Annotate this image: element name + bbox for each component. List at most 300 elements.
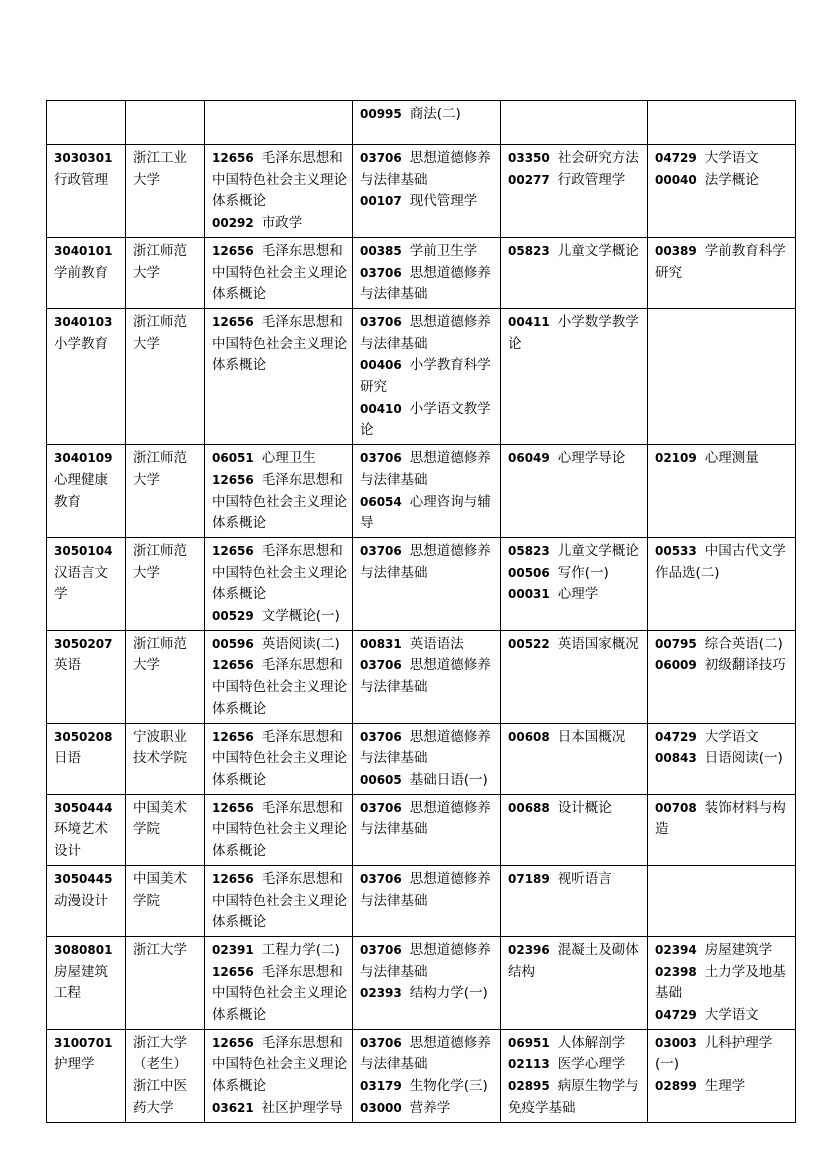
course-name: 日语阅读(一) bbox=[704, 750, 783, 767]
course-item bbox=[212, 312, 348, 377]
course-name: 日本国概况 bbox=[557, 728, 626, 745]
course-name: 学前教育科学研究 bbox=[655, 242, 786, 281]
course-item bbox=[360, 399, 496, 442]
course-cell bbox=[648, 1029, 796, 1122]
course-item bbox=[508, 1076, 643, 1119]
course-cell bbox=[353, 537, 501, 630]
course-code: 00843 bbox=[655, 751, 697, 766]
course-cell bbox=[205, 537, 353, 630]
course-item bbox=[360, 355, 496, 398]
course-cell bbox=[501, 936, 648, 1029]
major-cell bbox=[47, 537, 126, 630]
major-name: 英语 bbox=[54, 657, 81, 674]
course-code: 02109 bbox=[655, 451, 697, 466]
course-cell bbox=[353, 723, 501, 794]
course-cell bbox=[205, 237, 353, 308]
course-cell bbox=[353, 308, 501, 444]
course-code: 12656 bbox=[212, 964, 254, 979]
course-cell bbox=[501, 145, 648, 238]
major-name: 行政管理 bbox=[54, 171, 108, 188]
course-item bbox=[360, 241, 496, 263]
course-name: 社会研究方法 bbox=[557, 150, 639, 166]
major-cell bbox=[47, 723, 126, 794]
course-code: 03706 bbox=[360, 942, 402, 957]
school-cell bbox=[126, 237, 205, 308]
course-code: 04729 bbox=[655, 729, 697, 744]
course-code: 02393 bbox=[360, 986, 402, 1001]
course-name: 生理学 bbox=[704, 1078, 746, 1095]
course-name: 生物化学(三) bbox=[409, 1078, 488, 1095]
course-cell bbox=[501, 445, 648, 538]
course-name: 病原生物学与免疫学基础 bbox=[508, 1078, 639, 1116]
course-name: 基础日语(一) bbox=[409, 771, 488, 788]
course-code: 06951 bbox=[508, 1035, 550, 1050]
course-cell bbox=[501, 794, 648, 865]
course-name: 大学语文 bbox=[704, 1007, 759, 1024]
course-name: 思想道德修养与法律基础 bbox=[360, 941, 491, 980]
course-item bbox=[212, 1098, 348, 1120]
course-item bbox=[360, 492, 496, 535]
course-item bbox=[655, 1076, 791, 1098]
course-item bbox=[508, 241, 643, 263]
school-name: 浙江工业大学 bbox=[133, 150, 187, 188]
course-item bbox=[508, 1054, 643, 1076]
course-item bbox=[212, 869, 348, 934]
course-item bbox=[655, 962, 791, 1005]
course-name: 初级翻译技巧 bbox=[704, 657, 786, 674]
school-cell bbox=[126, 445, 205, 538]
course-name: 文学概论(一) bbox=[261, 608, 340, 625]
major-cell bbox=[47, 145, 126, 238]
course-code: 06009 bbox=[655, 658, 697, 673]
course-code: 06051 bbox=[212, 451, 254, 466]
course-cell bbox=[648, 308, 796, 444]
course-code: 00410 bbox=[360, 401, 402, 416]
course-item bbox=[655, 798, 791, 841]
course-code: 03706 bbox=[360, 314, 402, 329]
course-name: 视听语言 bbox=[557, 870, 612, 887]
major-code: 3040109 bbox=[54, 451, 113, 466]
course-name: 混凝土及砌体结构 bbox=[508, 941, 639, 980]
course-name: 大学语文 bbox=[704, 728, 759, 745]
course-cell bbox=[353, 794, 501, 865]
course-code: 12656 bbox=[212, 658, 254, 673]
course-name: 思想道德修养与法律基础 bbox=[360, 1034, 491, 1073]
school-cell bbox=[126, 936, 205, 1029]
course-code: 02394 bbox=[655, 942, 697, 957]
course-name: 思想道德修养与法律基础 bbox=[360, 728, 491, 767]
major-code: 3080801 bbox=[54, 942, 113, 957]
course-name: 结构力学(一) bbox=[409, 985, 488, 1002]
course-code: 06054 bbox=[360, 494, 402, 509]
course-item bbox=[212, 798, 348, 863]
course-item bbox=[655, 727, 791, 749]
course-name: 中国古代文学作品选(二) bbox=[655, 542, 786, 581]
course-name: 土力学及地基基础 bbox=[655, 963, 786, 1002]
course-item bbox=[508, 148, 643, 170]
course-code: 03000 bbox=[360, 1100, 402, 1115]
school-cell bbox=[126, 145, 205, 238]
course-item bbox=[360, 104, 496, 126]
course-cell bbox=[501, 1029, 648, 1122]
course-item bbox=[360, 148, 496, 191]
course-code: 02396 bbox=[508, 942, 550, 957]
course-code: 00795 bbox=[655, 636, 697, 651]
course-item bbox=[212, 213, 348, 235]
major-code: 3050207 bbox=[54, 636, 113, 651]
school-name: 中国美术学院 bbox=[133, 799, 187, 838]
course-code: 12656 bbox=[212, 1035, 254, 1050]
course-code: 05823 bbox=[508, 543, 550, 558]
course-code: 00107 bbox=[360, 194, 402, 209]
course-code: 00031 bbox=[508, 587, 550, 602]
course-cell bbox=[205, 723, 353, 794]
major-name: 心理健康教育 bbox=[54, 471, 108, 510]
course-item bbox=[655, 655, 791, 677]
course-code: 00277 bbox=[508, 172, 550, 187]
major-cell bbox=[47, 101, 126, 145]
school-cell bbox=[126, 1029, 205, 1122]
school-name: 中国美术学院 bbox=[133, 870, 187, 909]
course-item bbox=[212, 727, 348, 792]
course-cell bbox=[205, 1029, 353, 1122]
course-item bbox=[655, 634, 791, 656]
course-cell bbox=[353, 145, 501, 238]
course-name: 小学语文教学论 bbox=[360, 400, 491, 439]
course-item bbox=[655, 940, 791, 962]
course-cell bbox=[205, 936, 353, 1029]
table-row bbox=[47, 101, 796, 145]
course-name: 儿童文学概论 bbox=[557, 242, 639, 259]
course-item bbox=[360, 798, 496, 841]
course-name: 英语阅读(二) bbox=[261, 635, 340, 652]
course-name: 心理卫生 bbox=[261, 450, 316, 467]
major-name: 汉语言文学 bbox=[54, 564, 108, 603]
school-cell bbox=[126, 794, 205, 865]
course-item bbox=[508, 940, 643, 983]
exam-schedule-table bbox=[46, 100, 796, 1123]
course-cell bbox=[501, 865, 648, 936]
course-name: 思想道德修养与法律基础 bbox=[360, 870, 491, 909]
course-cell bbox=[353, 865, 501, 936]
course-code: 00406 bbox=[360, 358, 402, 373]
course-item bbox=[655, 241, 791, 284]
course-item bbox=[508, 584, 643, 606]
course-item bbox=[655, 448, 791, 470]
course-code: 00385 bbox=[360, 243, 402, 258]
table-row bbox=[47, 308, 796, 444]
course-item bbox=[212, 241, 348, 306]
course-item bbox=[360, 263, 496, 306]
major-cell bbox=[47, 237, 126, 308]
course-item bbox=[212, 962, 348, 1027]
course-item bbox=[508, 727, 643, 749]
course-code: 03706 bbox=[360, 871, 402, 886]
table-body bbox=[47, 101, 796, 1123]
course-name: 学前卫生学 bbox=[409, 242, 478, 259]
school-cell bbox=[126, 630, 205, 723]
course-code: 02398 bbox=[655, 964, 697, 979]
school-name: 浙江师范大学 bbox=[133, 313, 187, 352]
course-item bbox=[360, 983, 496, 1005]
course-name: 心理学导论 bbox=[557, 450, 626, 467]
course-name: 心理咨询与辅导 bbox=[360, 493, 491, 532]
course-item bbox=[360, 634, 496, 656]
course-code: 00533 bbox=[655, 543, 697, 558]
course-cell bbox=[648, 865, 796, 936]
course-cell bbox=[648, 936, 796, 1029]
course-code: 00831 bbox=[360, 636, 402, 651]
course-item bbox=[212, 655, 348, 720]
course-name: 毛泽东思想和中国特色社会主义理论体系概论 bbox=[212, 870, 347, 931]
course-cell bbox=[648, 145, 796, 238]
school-cell bbox=[126, 537, 205, 630]
course-code: 03706 bbox=[360, 729, 402, 744]
course-code: 12656 bbox=[212, 243, 254, 258]
course-cell bbox=[205, 630, 353, 723]
course-name: 毛泽东思想和中国特色社会主义理论体系概论 bbox=[212, 657, 347, 717]
course-name: 法学概论 bbox=[704, 171, 759, 188]
table-row bbox=[47, 794, 796, 865]
course-item bbox=[360, 940, 496, 983]
course-code: 00708 bbox=[655, 800, 697, 815]
course-code: 12656 bbox=[212, 472, 254, 487]
course-item bbox=[212, 1033, 348, 1098]
course-name: 市政学 bbox=[261, 215, 303, 232]
course-name: 毛泽东思想和中国特色社会主义理论体系概论 bbox=[212, 313, 347, 374]
school-name: 浙江师范大学 bbox=[133, 242, 187, 281]
course-item bbox=[655, 1033, 791, 1076]
course-code: 07189 bbox=[508, 871, 550, 886]
table-row bbox=[47, 445, 796, 538]
course-cell bbox=[205, 308, 353, 444]
course-name: 医学心理学 bbox=[557, 1056, 626, 1073]
course-code: 00596 bbox=[212, 636, 254, 651]
course-cell bbox=[353, 445, 501, 538]
course-name: 人体解剖学 bbox=[557, 1034, 626, 1051]
course-item bbox=[360, 312, 496, 355]
course-item bbox=[360, 770, 496, 792]
course-item bbox=[360, 541, 496, 584]
course-code: 00292 bbox=[212, 216, 254, 231]
table-row bbox=[47, 865, 796, 936]
course-code: 03621 bbox=[212, 1100, 254, 1115]
major-name: 房屋建筑工程 bbox=[54, 963, 108, 1002]
course-cell bbox=[353, 101, 501, 145]
major-name: 环境艺术设计 bbox=[54, 821, 108, 860]
course-name: 毛泽东思想和中国特色社会主义理论体系概论 bbox=[212, 242, 347, 303]
course-cell bbox=[648, 445, 796, 538]
school-cell bbox=[126, 308, 205, 444]
course-name: 大学语文 bbox=[704, 150, 759, 166]
course-name: 小学教育科学研究 bbox=[360, 357, 491, 396]
course-item bbox=[212, 148, 348, 213]
course-name: 英语国家概况 bbox=[557, 635, 639, 652]
major-cell bbox=[47, 308, 126, 444]
course-name: 装饰材料与构造 bbox=[655, 799, 786, 838]
course-code: 06049 bbox=[508, 451, 550, 466]
course-item bbox=[212, 940, 348, 962]
course-item bbox=[508, 448, 643, 470]
course-item bbox=[508, 798, 643, 820]
course-code: 12656 bbox=[212, 800, 254, 815]
course-name: 毛泽东思想和中国特色社会主义理论体系概论 bbox=[212, 150, 347, 210]
course-name: 行政管理学 bbox=[557, 171, 626, 188]
course-code: 03706 bbox=[360, 451, 402, 466]
course-cell bbox=[205, 145, 353, 238]
course-code: 03706 bbox=[360, 800, 402, 815]
course-code: 02113 bbox=[508, 1057, 550, 1072]
course-name: 毛泽东思想和中国特色社会主义理论体系概论 bbox=[212, 963, 347, 1024]
course-item bbox=[655, 170, 791, 192]
course-name: 思想道德修养与法律基础 bbox=[360, 150, 491, 188]
course-cell bbox=[353, 1029, 501, 1122]
school-name: 浙江师范大学 bbox=[133, 542, 187, 581]
major-name: 小学教育 bbox=[54, 335, 108, 352]
major-code: 3040101 bbox=[54, 243, 113, 258]
course-name: 儿科护理学(一) bbox=[655, 1034, 773, 1073]
major-cell bbox=[47, 630, 126, 723]
table-row bbox=[47, 936, 796, 1029]
course-cell bbox=[353, 936, 501, 1029]
course-cell bbox=[648, 723, 796, 794]
course-code: 02391 bbox=[212, 942, 254, 957]
course-cell bbox=[501, 101, 648, 145]
course-code: 00506 bbox=[508, 565, 550, 580]
course-code: 03706 bbox=[360, 151, 402, 165]
major-cell bbox=[47, 865, 126, 936]
course-code: 02899 bbox=[655, 1079, 697, 1094]
major-name: 日语 bbox=[54, 750, 81, 767]
major-name: 护理学 bbox=[54, 1056, 95, 1073]
course-code: 03179 bbox=[360, 1079, 402, 1094]
major-code: 3050445 bbox=[54, 871, 113, 886]
course-item bbox=[360, 1076, 496, 1098]
course-item bbox=[360, 448, 496, 491]
course-cell bbox=[648, 537, 796, 630]
course-name: 毛泽东思想和中国特色社会主义理论体系概论 bbox=[212, 728, 347, 788]
course-item bbox=[360, 191, 496, 213]
course-name: 毛泽东思想和中国特色社会主义理论体系概论 bbox=[212, 1034, 347, 1095]
course-item bbox=[212, 448, 348, 470]
course-name: 小学数学教学论 bbox=[508, 313, 639, 352]
course-code: 00040 bbox=[655, 172, 697, 187]
course-name: 思想道德修养与法律基础 bbox=[360, 264, 491, 303]
course-name: 英语语法 bbox=[409, 635, 464, 652]
course-code: 00529 bbox=[212, 609, 254, 624]
major-code: 3030301 bbox=[54, 151, 113, 165]
course-name: 思想道德修养与法律基础 bbox=[360, 313, 491, 352]
major-code: 3050444 bbox=[54, 800, 113, 815]
major-cell bbox=[47, 1029, 126, 1122]
school-name: 浙江大学 bbox=[133, 941, 187, 958]
course-name: 工程力学(二) bbox=[261, 941, 340, 958]
course-cell bbox=[648, 794, 796, 865]
course-name: 社区护理学导 bbox=[261, 1099, 343, 1116]
course-code: 12656 bbox=[212, 543, 254, 558]
course-code: 00411 bbox=[508, 314, 550, 329]
course-code: 12656 bbox=[212, 151, 254, 165]
course-item bbox=[212, 470, 348, 535]
course-item bbox=[655, 1005, 791, 1027]
course-name: 毛泽东思想和中国特色社会主义理论体系概论 bbox=[212, 471, 347, 532]
course-code: 03706 bbox=[360, 543, 402, 558]
major-cell bbox=[47, 794, 126, 865]
course-code: 12656 bbox=[212, 314, 254, 329]
course-name: 思想道德修养与法律基础 bbox=[360, 450, 491, 488]
course-cell bbox=[501, 630, 648, 723]
course-code: 00688 bbox=[508, 800, 550, 815]
school-cell bbox=[126, 723, 205, 794]
table-row bbox=[47, 1029, 796, 1122]
course-code: 00605 bbox=[360, 772, 402, 787]
course-name: 房屋建筑学 bbox=[704, 941, 773, 958]
course-item bbox=[508, 312, 643, 355]
course-name: 思想道德修养与法律基础 bbox=[360, 799, 491, 838]
school-name: 浙江师范大学 bbox=[133, 450, 187, 488]
course-cell bbox=[501, 723, 648, 794]
course-item bbox=[508, 563, 643, 585]
table-row bbox=[47, 237, 796, 308]
course-code: 03706 bbox=[360, 658, 402, 673]
course-code: 04729 bbox=[655, 151, 697, 165]
course-name: 综合英语(二) bbox=[704, 635, 783, 652]
course-cell bbox=[205, 101, 353, 145]
course-code: 04729 bbox=[655, 1008, 697, 1023]
course-cell bbox=[205, 794, 353, 865]
course-name: 思想道德修养与法律基础 bbox=[360, 542, 491, 581]
course-item bbox=[508, 541, 643, 563]
major-name: 动漫设计 bbox=[54, 892, 108, 909]
course-item bbox=[508, 869, 643, 891]
table-row bbox=[47, 723, 796, 794]
course-item bbox=[508, 170, 643, 192]
course-item bbox=[655, 541, 791, 584]
course-code: 05823 bbox=[508, 243, 550, 258]
course-cell bbox=[501, 308, 648, 444]
course-cell bbox=[205, 865, 353, 936]
course-code: 00995 bbox=[360, 107, 402, 121]
course-name: 心理测量 bbox=[704, 450, 759, 467]
course-cell bbox=[205, 445, 353, 538]
course-name: 写作(一) bbox=[557, 564, 609, 581]
course-item bbox=[212, 634, 348, 656]
table-row bbox=[47, 145, 796, 238]
course-item bbox=[212, 541, 348, 606]
course-cell bbox=[501, 537, 648, 630]
course-item bbox=[360, 1033, 496, 1076]
major-cell bbox=[47, 936, 126, 1029]
course-name: 商法(二) bbox=[409, 106, 461, 122]
table-row bbox=[47, 630, 796, 723]
course-name: 心理学 bbox=[557, 586, 599, 603]
course-name: 设计概论 bbox=[557, 799, 612, 816]
course-code: 03003 bbox=[655, 1035, 697, 1050]
course-item bbox=[212, 606, 348, 628]
course-name: 思想道德修养与法律基础 bbox=[360, 657, 491, 696]
school-cell bbox=[126, 865, 205, 936]
table-row bbox=[47, 537, 796, 630]
course-name: 毛泽东思想和中国特色社会主义理论体系概论 bbox=[212, 799, 347, 860]
school-name: 浙江大学（老生）浙江中医药大学 bbox=[133, 1034, 187, 1116]
course-name: 现代管理学 bbox=[409, 193, 478, 210]
course-cell bbox=[648, 237, 796, 308]
major-name: 学前教育 bbox=[54, 264, 108, 281]
course-name: 营养学 bbox=[409, 1099, 451, 1116]
course-cell bbox=[648, 101, 796, 145]
course-code: 03350 bbox=[508, 151, 550, 165]
course-code: 02895 bbox=[508, 1079, 550, 1094]
